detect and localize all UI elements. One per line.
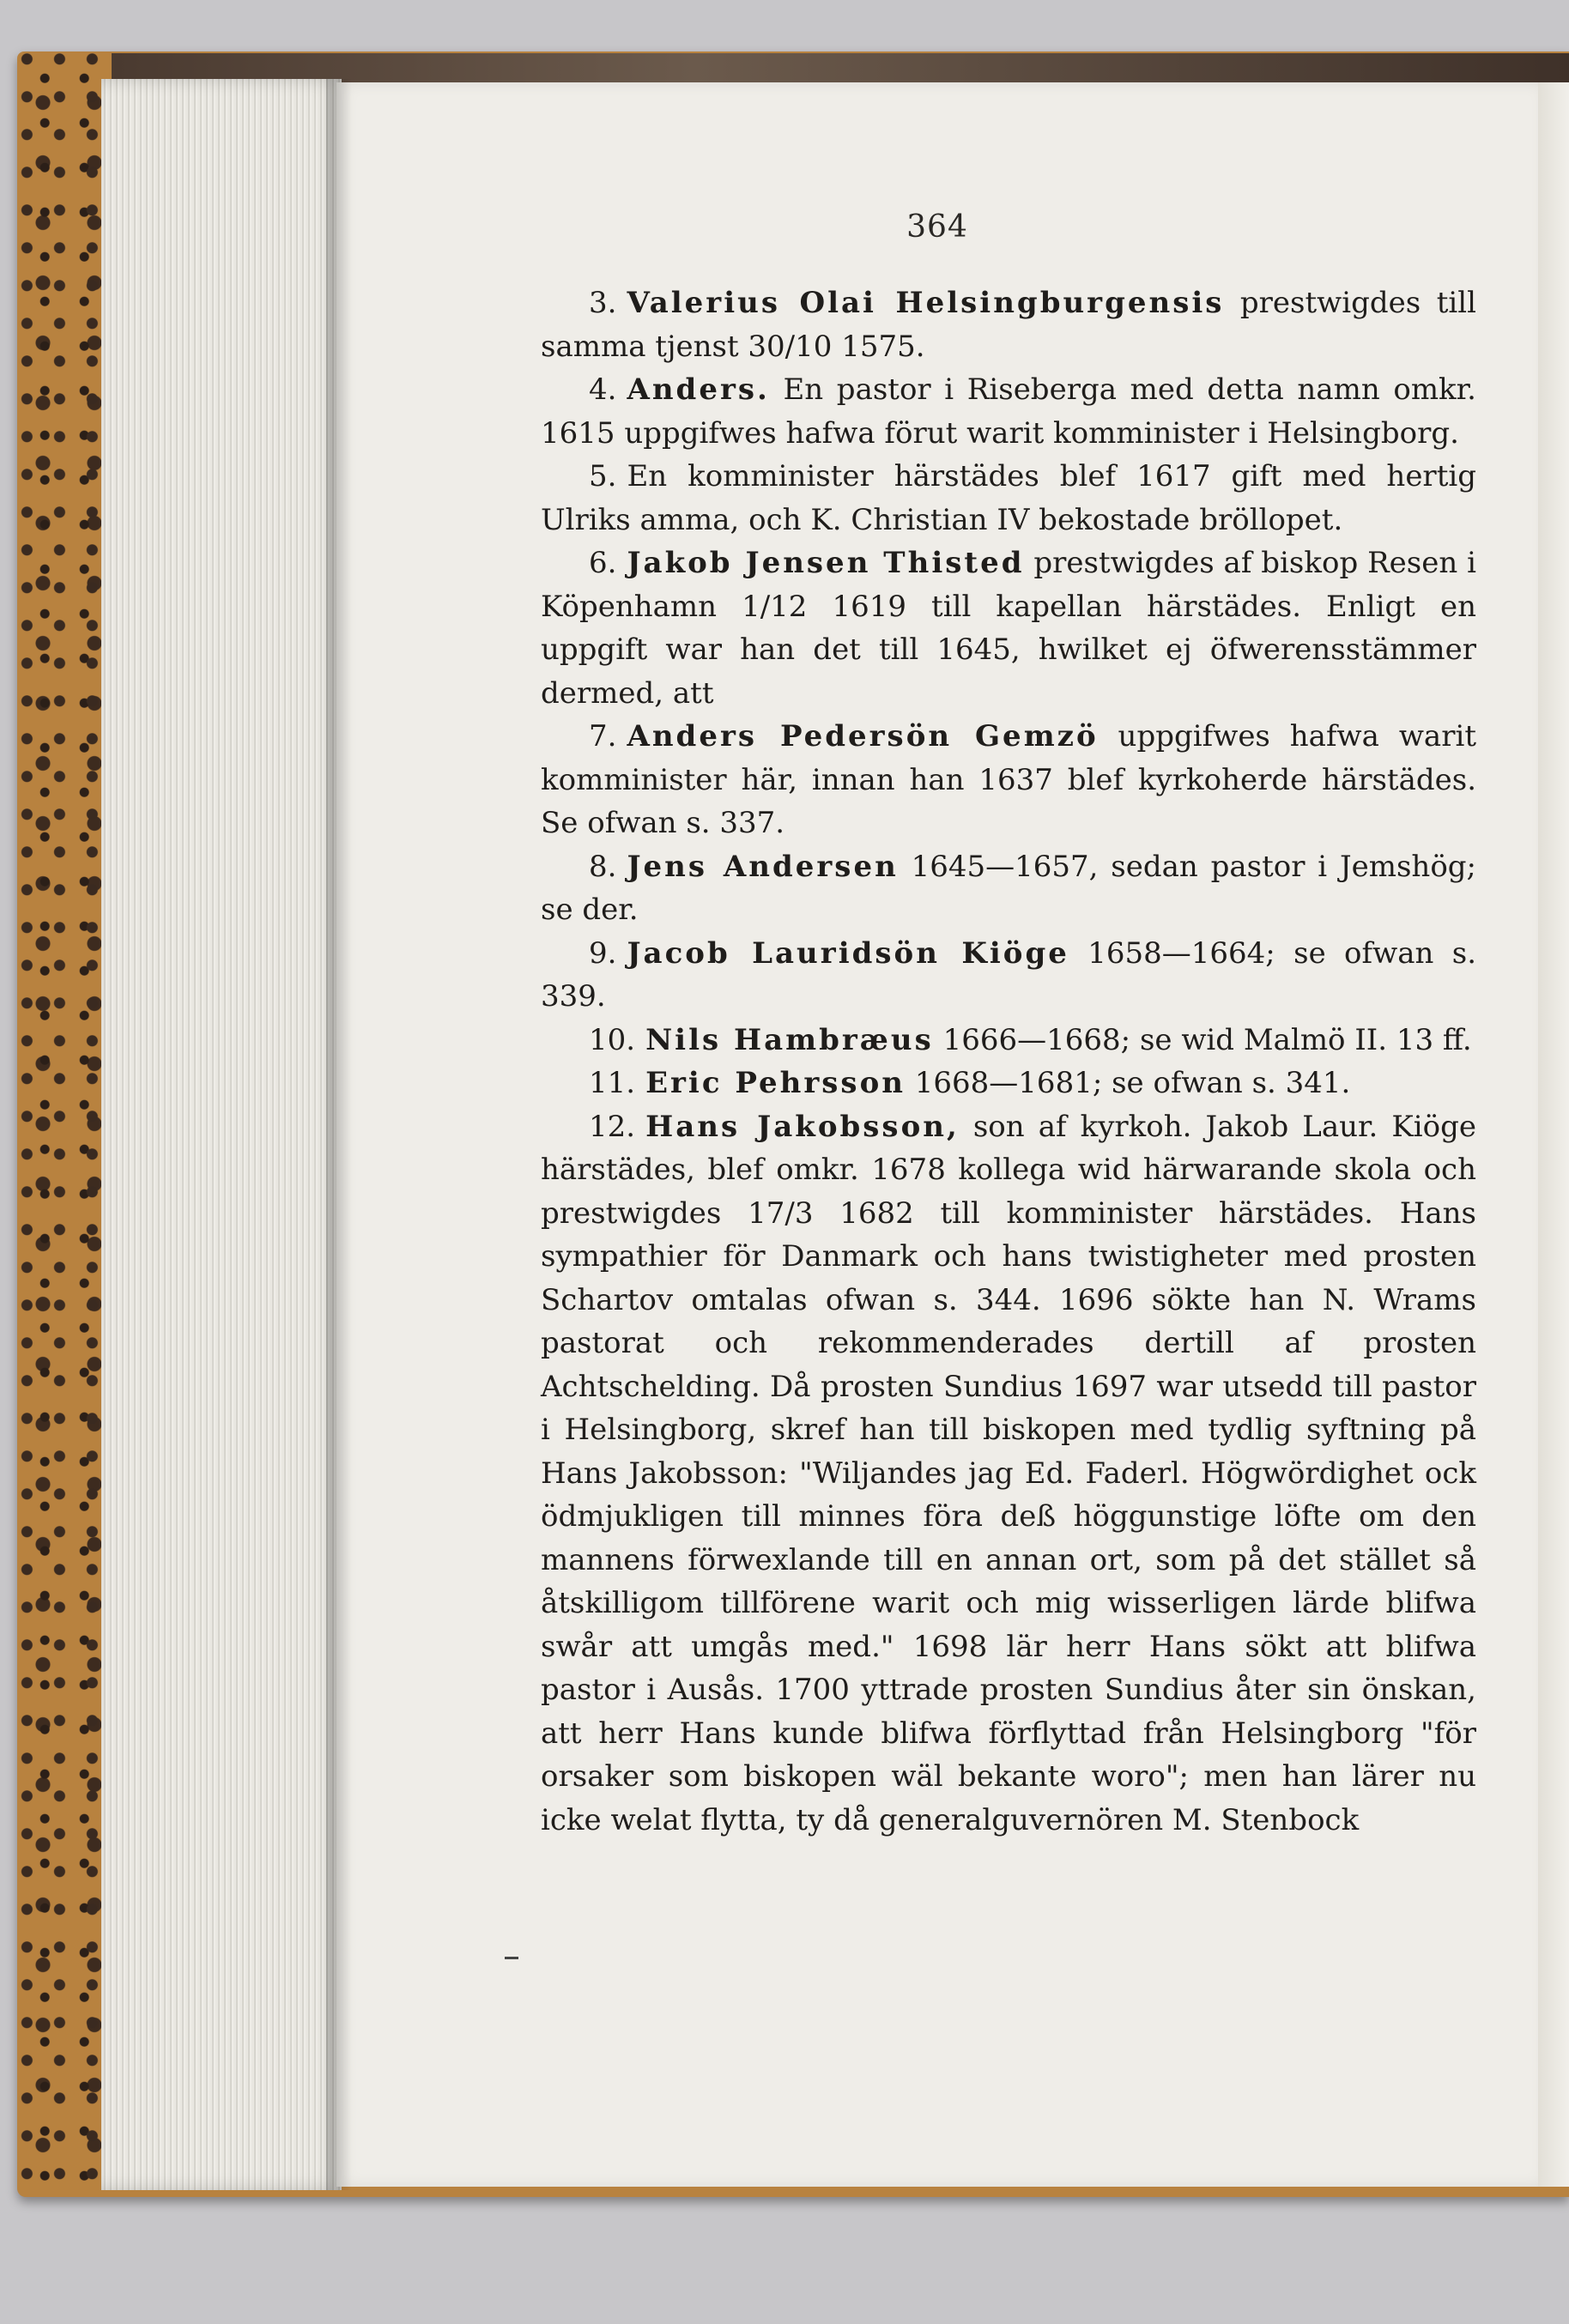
entry-7 (541, 715, 1476, 845)
book-page (336, 82, 1538, 2187)
entry-8 (541, 845, 1476, 932)
entry-name: Anders Pedersön Gemzö (627, 719, 1099, 753)
entry-text: 1666—1668; se wid Malmö II. 13 ff. (933, 1022, 1472, 1057)
entry-name: Jakob Jensen Thisted (627, 546, 1025, 580)
margin-dash-mark (505, 1957, 518, 1959)
entry-name: Valerius Olai Helsingburgensis (627, 286, 1225, 320)
entry-text: son af kyrkoh. Jakob Laur. Kiöge härstädes, blef omkr. 1678 kollega wid härwarande skola och prestwigdes 17/3 1682 till komminister härstädes. Hans sympathier för Danmark och hans twistigheter med prosten Schartov omtalas ofwan s. 344. 1696 sökte han N. Wrams pastorat och rekommenderades dertill af prosten Achtschelding. Då prosten Sundius 1697 war utsedd till pastor i Helsingborg, skref han till biskopen med tydlig syftning på Hans Jakobsson: "Wiljandes jag Ed. Faderl. Högwördighet ock ödmjukligen till minnes föra deß höggunstige löfte om den mannens förwexlande till en annan ort, som på det stället så åtskilligom tillförene warit och mig wisserligen lärde blifwa swår att umgås med." 1698 lär herr Hans sökt att blifwa pastor i Ausås. 1700 yttrade prosten Sundius åter sin önskan, att herr Hans kunde blifwa förflyttad från Helsingborg "för orsaker som biskopen wäl bekante woro"; men han lärer nu icke welat flytta, ty då generalguvernören M. Stenbock (541, 1109, 1477, 1837)
entry-5 (541, 455, 1476, 542)
entry-name: Nils Hambræus (645, 1022, 934, 1057)
entry-10 (541, 1019, 1476, 1062)
entry-9 (541, 932, 1476, 1019)
page-number: 364 (906, 209, 968, 245)
right-page-edge (1538, 82, 1569, 2187)
entry-number: 4. (589, 372, 617, 407)
entry-text: uppgifwes hafwa warit komminister här, innan han 1637 blef kyrkoherde härstädes. Se ofwan s. 337. (541, 719, 1476, 840)
entry-number: 12. (589, 1109, 636, 1144)
page-edges (101, 79, 342, 2190)
entry-text: 1645—1657, sedan pastor i Jemshög; se der. (541, 849, 1477, 927)
entry-number: 8. (589, 849, 617, 884)
entry-number: 9. (589, 935, 617, 971)
entry-name: Anders. (627, 372, 770, 407)
entry-text: En komminister härstädes blef 1617 gift med hertig Ulriks amma, och K. Christian IV bekostade bröllopet. (541, 459, 1476, 537)
entry-12 (541, 1105, 1476, 1843)
entry-text: 1658—1664; se ofwan s. 339. (541, 935, 1477, 1014)
entry-text: prestwigdes af biskop Resen i Köpenhamn 1/12 1619 till kapellan härstädes. Enligt en uppgift war han det till 1645, hwilket ej öfwerensstämmer dermed, att (541, 546, 1477, 711)
entry-name: Jens Andersen (627, 849, 899, 884)
entry-4 (541, 368, 1476, 455)
entry-name: Eric Pehrsson (645, 1066, 906, 1100)
entry-text: En pastor i Riseberga med detta namn omkr. 1615 uppgifwes hafwa förut warit komminister i Helsingborg. (541, 372, 1476, 451)
entry-3 (541, 281, 1476, 368)
entry-name: Jacob Lauridsön Kiöge (627, 935, 1069, 971)
entry-11 (541, 1062, 1476, 1105)
entry-number: 7. (589, 719, 617, 753)
page-text (541, 281, 1476, 1842)
entry-name: Hans Jakobsson, (645, 1109, 960, 1144)
entry-number: 11. (589, 1066, 636, 1100)
entry-number: 3. (589, 286, 617, 320)
entry-number: 6. (589, 546, 617, 580)
book-cover-top-band (112, 53, 1569, 82)
spine-shadow (326, 79, 352, 2190)
entry-number: 5. (589, 459, 617, 493)
entry-text: 1668—1681; se ofwan s. 341. (905, 1066, 1351, 1100)
entry-text: prestwigdes till samma tjenst 30/10 1575. (541, 286, 1476, 364)
entry-number: 10. (589, 1022, 636, 1057)
entry-6 (541, 542, 1476, 715)
